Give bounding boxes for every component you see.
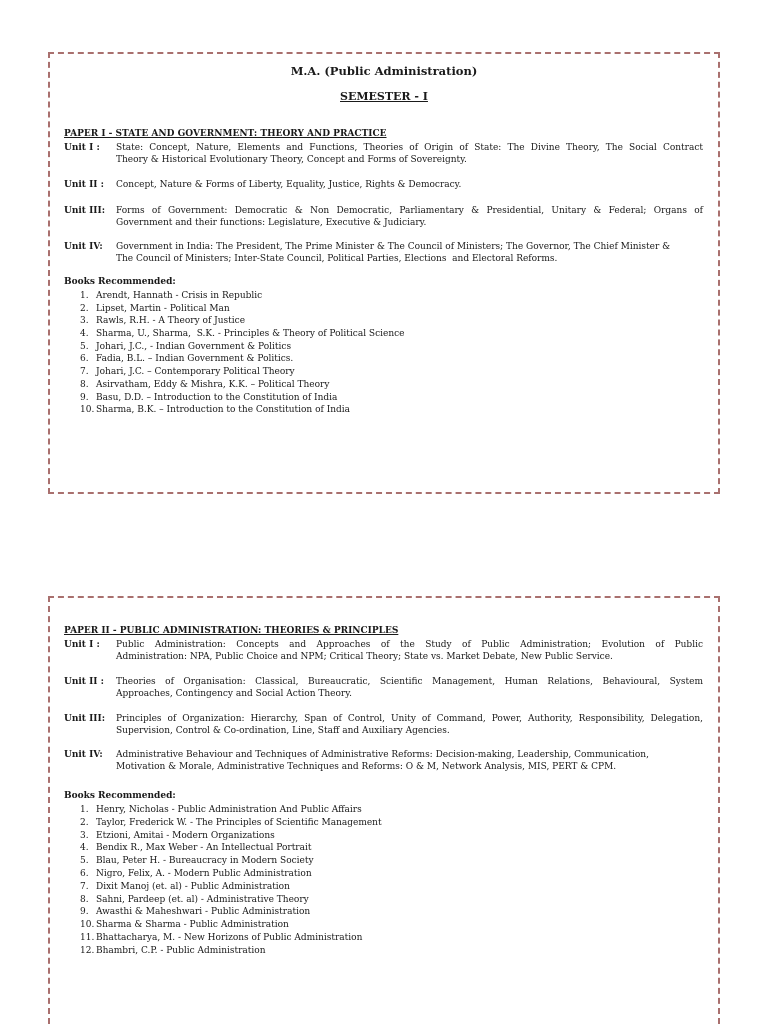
- book-title: Arendt, Hannath - Crisis in Republic: [96, 291, 263, 301]
- list-item: [80, 341, 680, 354]
- list-item: [80, 404, 680, 417]
- list-item: [80, 894, 680, 907]
- paper-heading: PAPER II - PUBLIC ADMINISTRATION: THEORIES & PRINCIPLES: [64, 626, 399, 636]
- list-number: 10.: [80, 405, 95, 416]
- books-list: [80, 804, 680, 958]
- list-item: [80, 328, 680, 341]
- list-number: 2.: [80, 817, 89, 828]
- unit-text-line: Administrative Behaviour and Techniques of Administrative Reforms: Decision-making, Leadership, Communication,: [116, 750, 649, 760]
- book-title: Sahni, Pardeep (et. al) - Administrative Theory: [96, 894, 309, 905]
- book-title: Blau, Peter H. - Bureaucracy in Modern Society: [96, 856, 314, 867]
- unit-label: Unit IV:: [64, 750, 103, 760]
- syllabus-frame-paper-1: [48, 52, 720, 494]
- list-number: 5.: [80, 856, 89, 867]
- list-number: 6.: [80, 868, 89, 879]
- book-title: Sharma & Sharma - Public Administration: [96, 920, 289, 931]
- list-item: [80, 906, 680, 919]
- unit-label: Unit I :: [64, 143, 100, 153]
- list-item: [80, 932, 680, 945]
- list-item: [80, 290, 680, 303]
- unit-text-line: Supervision, Control & Co-ordination, Line, Staff and Auxiliary Agencies.: [116, 726, 450, 736]
- list-item: [80, 830, 680, 843]
- course-title: M.A. (Public Administration): [290, 64, 478, 78]
- list-item: [80, 366, 680, 379]
- book-title: Bendix R., Max Weber - An Intellectual Portrait: [96, 843, 312, 854]
- list-number: 3.: [80, 830, 89, 841]
- unit-text-line: Administration: NPA, Public Choice and NPM; Critical Theory; State vs. Market Debate, New Public Service.: [116, 652, 613, 662]
- books-list: [80, 290, 680, 417]
- book-title: Sharma, B.K. – Introduction to the Constitution of India: [96, 405, 351, 416]
- list-number: 1.: [80, 291, 89, 301]
- list-number: 10.: [80, 920, 95, 931]
- list-item: [80, 379, 680, 392]
- book-title: Bhattacharya, M. - New Horizons of Public Administration: [96, 932, 363, 943]
- list-item: [80, 855, 680, 868]
- book-title: Johari, J.C., - Indian Government & Politics: [96, 341, 292, 352]
- unit-text-line: Principles of Organization: Hierarchy, Span of Control, Unity of Command, Power, Authority, Responsibility, Delegation,: [116, 714, 703, 724]
- unit-text-line: State: Concept, Nature, Elements and Functions, Theories of Origin of State: The Divine Theory, The Social Contract: [116, 143, 703, 153]
- list-item: [80, 881, 680, 894]
- unit-description: [116, 676, 703, 700]
- book-title: Sharma, U., Sharma, S.K. - Principles & Theory of Political Science: [96, 329, 405, 340]
- list-number: 8.: [80, 894, 89, 905]
- book-title: Rawls, R.H. - A Theory of Justice: [96, 316, 246, 327]
- unit-text-line: Government and their functions: Legislature, Executive & Judiciary.: [116, 218, 427, 228]
- books-heading: Books Recommended:: [64, 277, 176, 287]
- book-title: Johari, J.C. – Contemporary Political Theory: [96, 367, 295, 378]
- books-heading: Books Recommended:: [64, 791, 176, 801]
- list-number: 4.: [80, 843, 89, 854]
- unit-text-line: Motivation & Morale, Administrative Techniques and Reforms: O & M, Network Analysis, MIS, PERT & CPM.: [116, 762, 617, 772]
- list-number: 9.: [80, 907, 89, 918]
- unit-label: Unit II :: [64, 677, 104, 687]
- unit-label: Unit III:: [64, 206, 106, 216]
- list-number: 5.: [80, 341, 89, 352]
- list-item: [80, 842, 680, 855]
- book-title: Bhambri, C.P. - Public Administration: [96, 945, 266, 956]
- list-number: 11.: [80, 932, 95, 943]
- unit-text-line: Concept, Nature & Forms of Liberty, Equality, Justice, Rights & Democracy.: [116, 180, 462, 190]
- book-title: Awasthi & Maheshwari - Public Administration: [96, 907, 311, 918]
- list-item: [80, 303, 680, 316]
- book-title: Asirvatham, Eddy & Mishra, K.K. – Political Theory: [96, 379, 330, 390]
- book-title: Dixit Manoj (et. al) - Public Administration: [96, 881, 290, 892]
- unit-text-line: Government in India: The President, The Prime Minister & The Council of Ministers; The Governor, The Chief Minister &: [116, 242, 671, 252]
- list-number: 4.: [80, 329, 89, 340]
- list-item: [80, 817, 680, 830]
- book-title: Etzioni, Amitai - Modern Organizations: [96, 830, 275, 841]
- list-number: 7.: [80, 367, 89, 378]
- unit-description: [116, 205, 703, 229]
- unit-description: [116, 749, 703, 773]
- unit-description: [116, 142, 703, 166]
- unit-label: Unit III:: [64, 714, 106, 724]
- list-item: [80, 392, 680, 405]
- unit-description: [116, 241, 703, 265]
- paper-heading: PAPER I - STATE AND GOVERNMENT: THEORY AND PRACTICE: [64, 129, 387, 139]
- book-title: Nigro, Felix, A. - Modern Public Administration: [96, 868, 312, 879]
- unit-text-line: Theories of Organisation: Classical, Bureaucratic, Scientific Management, Human Relations, Behavioural, System: [116, 677, 703, 687]
- unit-description: [116, 713, 703, 737]
- list-item: [80, 804, 680, 817]
- list-number: 9.: [80, 392, 89, 403]
- unit-text-line: Public Administration: Concepts and Approaches of the Study of Public Administration; Evolution of Public: [116, 640, 703, 650]
- list-item: [80, 945, 680, 958]
- book-title: Fadia, B.L. – Indian Government & Politics.: [96, 354, 294, 365]
- syllabus-frame-paper-2: [48, 596, 720, 1024]
- semester-heading: SEMESTER - I: [340, 90, 428, 103]
- list-number: 1.: [80, 805, 89, 815]
- unit-text-line: Approaches, Contingency and Social Action Theory.: [116, 689, 352, 699]
- unit-text-line: Theory & Historical Evolutionary Theory, Concept and Forms of Sovereignty.: [116, 155, 467, 165]
- book-title: Henry, Nicholas - Public Administration And Public Affairs: [96, 805, 362, 815]
- unit-description: [116, 179, 703, 191]
- unit-label: Unit I :: [64, 640, 100, 650]
- unit-description: [116, 639, 703, 663]
- list-number: 6.: [80, 354, 89, 365]
- list-item: [80, 919, 680, 932]
- unit-label: Unit II :: [64, 180, 104, 190]
- book-title: Basu, D.D. – Introduction to the Constitution of India: [96, 392, 338, 403]
- list-number: 3.: [80, 316, 89, 327]
- list-item: [80, 353, 680, 366]
- list-item: [80, 868, 680, 881]
- list-item: [80, 315, 680, 328]
- unit-label: Unit IV:: [64, 242, 103, 252]
- list-number: 7.: [80, 881, 89, 892]
- book-title: Lipset, Martin - Political Man: [96, 303, 230, 314]
- list-number: 12.: [80, 945, 95, 956]
- list-number: 8.: [80, 379, 89, 390]
- unit-text-line: Forms of Government: Democratic & Non Democratic, Parliamentary & Presidential, Unitary & Federal; Organs of: [116, 206, 703, 216]
- book-title: Taylor, Frederick W. - The Principles of Scientific Management: [96, 817, 382, 828]
- unit-text-line: The Council of Ministers; Inter-State Council, Political Parties, Elections and Electoral Reforms.: [116, 254, 558, 264]
- list-number: 2.: [80, 303, 89, 314]
